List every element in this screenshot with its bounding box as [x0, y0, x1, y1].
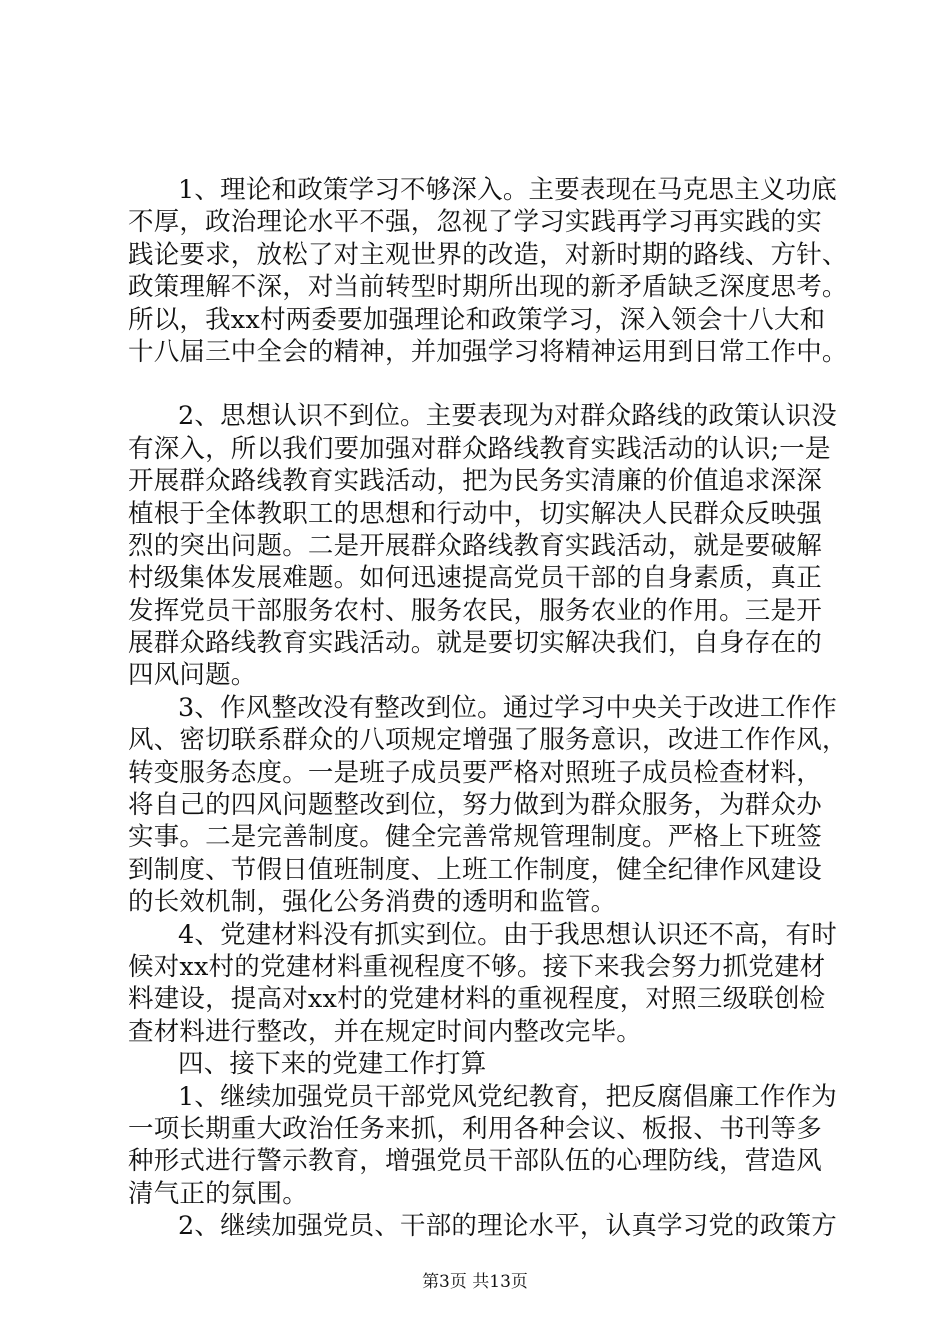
paragraph-line: 烈的突出问题。二是开展群众路线教育实践活动，就是要破解	[128, 530, 822, 561]
paragraph-line: 发挥党员干部服务农村、服务农民，服务农业的作用。三是开	[128, 595, 822, 626]
paragraph-line: 所以，我xx村两委要加强理论和政策学习，深入领会十八大和	[128, 304, 826, 335]
paragraph-line: 十八届三中全会的精神，并加强学习将精神运用到日常工作中。	[128, 336, 848, 367]
paragraph-line: 候对xx村的党建材料重视程度不够。接下来我会努力抓党建材	[128, 951, 826, 982]
section-heading: 四、接下来的党建工作打算	[178, 1049, 487, 1080]
paragraph-line: 风、密切联系群众的八项规定增强了服务意识，改进工作作风，	[128, 725, 848, 756]
paragraph-line: 4、党建材料没有抓实到位。由于我思想认识还不高，有时	[178, 919, 837, 950]
body-text	[128, 174, 848, 1243]
paragraph-line: 2、思想认识不到位。主要表现为对群众路线的政策认识没	[178, 401, 837, 432]
paragraph-line: 种形式进行警示教育，增强党员干部队伍的心理防线，营造风	[128, 1146, 822, 1177]
paragraph-line: 政策理解不深，对当前转型时期所出现的新矛盾缺乏深度思考。	[128, 272, 848, 303]
paragraph-line: 不厚，政治理论水平不强，忽视了学习实践再学习再实践的实	[128, 207, 822, 238]
paragraph-line: 清气正的氛围。	[128, 1178, 308, 1209]
paragraph-line: 有深入，所以我们要加强对群众路线教育实践活动的认识;一是	[128, 433, 831, 464]
paragraph-line: 将自己的四风问题整改到位，努力做到为群众服务，为群众办	[128, 790, 822, 821]
paragraph-line: 1、继续加强党员干部党风党纪教育，把反腐倡廉工作作为	[178, 1081, 837, 1112]
paragraph-line: 的长效机制，强化公务消费的透明和监管。	[128, 887, 617, 918]
paragraph-line: 2、继续加强党员、干部的理论水平，认真学习党的政策方	[178, 1211, 837, 1242]
paragraph-line: 查材料进行整改，并在规定时间内整改完毕。	[128, 1016, 643, 1047]
paragraph-line: 料建设，提高对xx村的党建材料的重视程度，对照三级联创检	[128, 984, 826, 1015]
paragraph-line: 3、作风整改没有整改到位。通过学习中央关于改进工作作	[178, 692, 837, 723]
paragraph-line: 展群众路线教育实践活动。就是要切实解决我们，自身存在的	[128, 628, 822, 659]
page-footer: 第3页 共13页	[422, 1272, 528, 1292]
paragraph-line: 践论要求，放松了对主观世界的改造，对新时期的路线、方针、	[128, 239, 848, 270]
paragraph-line: 到制度、节假日值班制度、上班工作制度，健全纪律作风建设	[128, 854, 822, 885]
paragraph-line: 转变服务态度。一是班子成员要严格对照班子成员检查材料，	[128, 757, 822, 788]
paragraph-line: 村级集体发展难题。如何迅速提高党员干部的自身素质，真正	[128, 563, 822, 594]
paragraph-line: 开展群众路线教育实践活动，把为民务实清廉的价值追求深深	[128, 466, 822, 497]
paragraph-line: 一项长期重大政治任务来抓，利用各种会议、板报、书刊等多	[128, 1113, 822, 1144]
paragraph-line: 植根于全体教职工的思想和行动中，切实解决人民群众反映强	[128, 498, 822, 529]
paragraph-line: 实事。二是完善制度。健全完善常规管理制度。严格上下班签	[128, 822, 822, 853]
paragraph-line: 四风问题。	[128, 660, 257, 691]
paragraph-line: 1、理论和政策学习不够深入。主要表现在马克思主义功底	[178, 175, 837, 205]
paragraph-gap	[128, 368, 832, 400]
